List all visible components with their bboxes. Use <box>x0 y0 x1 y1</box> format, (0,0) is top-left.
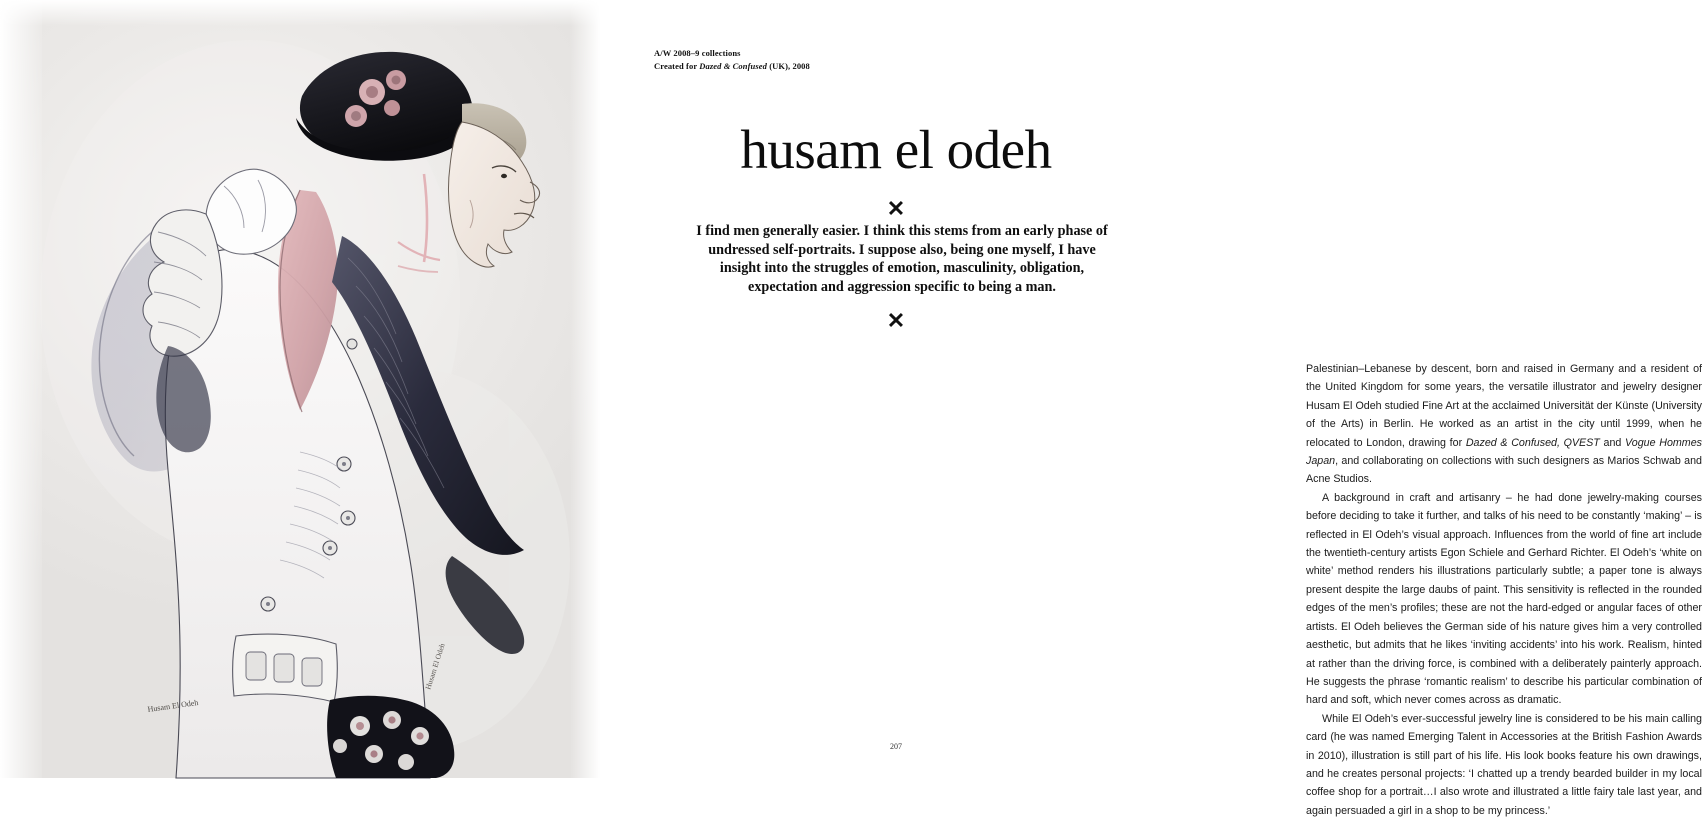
hand <box>143 210 222 356</box>
italic-title: Vogue Hommes Japan <box>1306 436 1702 468</box>
text-page <box>600 0 1702 817</box>
plate-left-fade <box>0 0 42 778</box>
illustration-plate <box>0 0 600 778</box>
credit-prefix: Created for <box>654 61 700 72</box>
credit-line-1: A/W 2008–9 collections <box>654 48 741 58</box>
ornament-bottom-icon: ✕ <box>886 308 906 333</box>
page-number: 207 <box>890 742 902 751</box>
body-paragraph <box>1306 489 1702 710</box>
pull-quote: I find men generally easier. I think this stems from an early phase of undressed self-portraits. I suppose also, being one myself, I have insight into the struggles of emotion, masculinity, obligation, expectation and aggression specific to being a man. <box>696 223 1108 296</box>
body-run: and <box>1599 436 1626 449</box>
body-run: While El Odeh’s ever-successful jewelry line is considered to be his main calling card (he was named Emerging Talent in Accessories at the British Fashion Awards in 2010), illustration is still part of his life. His look books feature his own drawings, and he creates personal projects: ‘I chatted up a trendy bearded builder in my local coffee shop for a portrait…I also wrote and illustrated a little fairy tale last year, and again persuaded a girl in a shop to be my princess.’ <box>1306 712 1702 817</box>
plate-top-fade <box>0 0 600 26</box>
credit-line-2 <box>654 60 810 73</box>
plate-right-fade <box>570 0 600 778</box>
svg-text:Husam El Odeh: Husam El Odeh <box>423 642 447 691</box>
husam-el-odeh-illustration <box>0 0 600 778</box>
body-run: , and collaborating on collections with such designers as Marios Schwab and Acne Studios. <box>1306 455 1702 486</box>
credit-publication: Dazed & Confused <box>699 61 767 72</box>
artwork-signature: Husam El Odeh <box>147 697 199 714</box>
credit-suffix: (UK), 2008 <box>766 61 810 72</box>
credit-block <box>654 47 810 73</box>
body-paragraph <box>1306 710 1702 820</box>
body-text <box>1306 360 1702 820</box>
body-run: A background in craft and artisanry – he had done jewelry-making courses before deciding to take it further, and talks of his need to be constantly ‘making’ – is reflected in El Odeh’s visual approach. Influences from the world of fine art include the twentieth-century artists Egon Schiele and Gerhard Richter. El Odeh’s ‘white on white’ method renders his illustrations particularly subtle; a paper tone is always present despite the large daubs of paint. This sensitivity is reflected in the rounded edges of the men’s profiles; these are not the hard-edged or angular faces of other artists. El Odeh believes the German side of his nature gives him a very controlled aesthetic, but admits that he likes ‘inviting accidents’ into his work. Realism, hinted at rather than the driving force, is combined with a deliberately painterly approach. He suggests the phrase ‘romantic realism’ to describe his particular combination of hard and soft, which never comes across as dramatic. <box>1306 491 1702 707</box>
ornament-top-icon: ✕ <box>886 196 906 221</box>
body-paragraph <box>1306 360 1702 489</box>
page-title: husam el odeh <box>740 119 1052 180</box>
body-run: Palestinian–Lebanese by descent, born and raised in Germany and a resident of the United Kingdom for some years, the versatile illustrator and jewelry designer Husam El Odeh studied Fine Art at the acclaimed Universität der Künste (University of the Arts) in Berlin. He worked as an artist in the city until 1999, when he relocated to London, drawing for <box>1306 363 1702 449</box>
italic-title: Dazed & Confused, QVEST <box>1465 436 1600 449</box>
